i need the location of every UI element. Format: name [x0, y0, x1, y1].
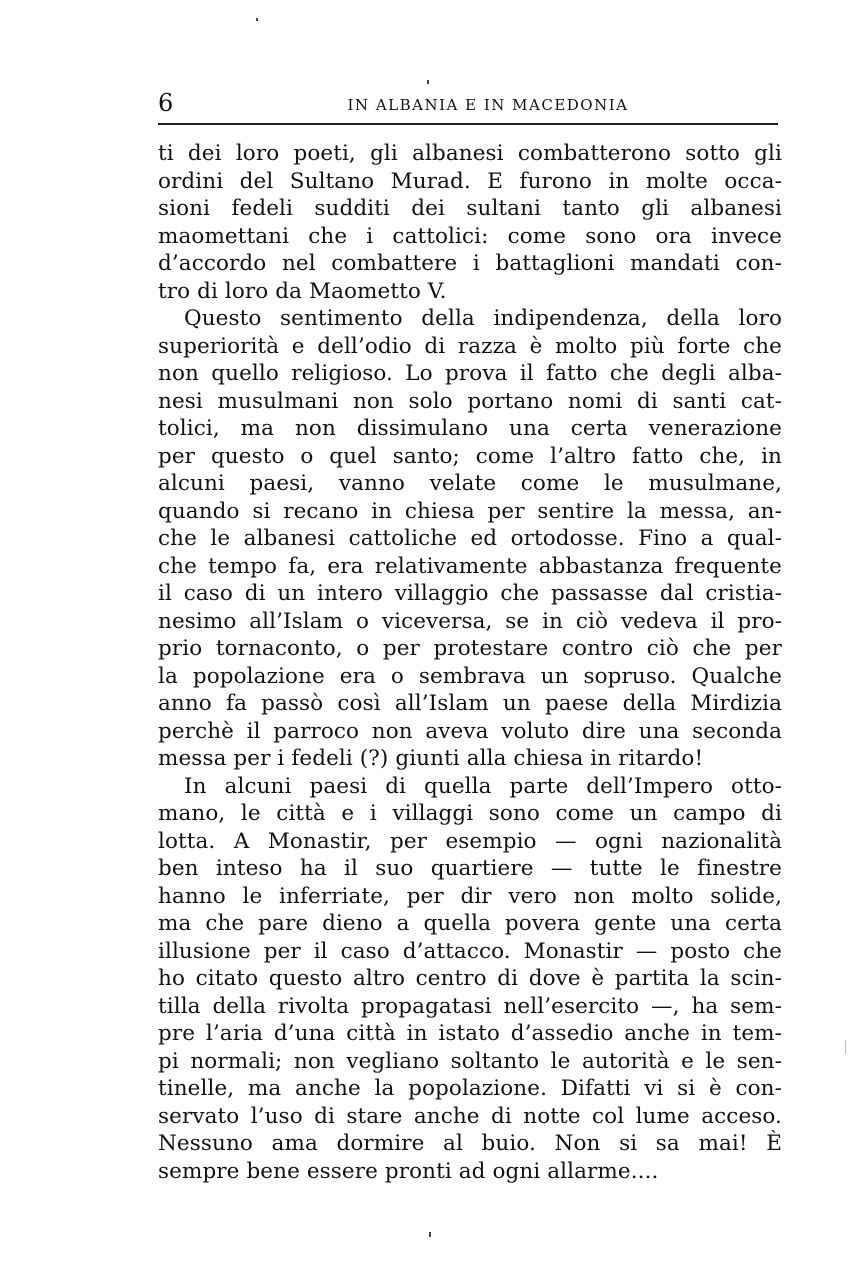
text-line: alcuni paesi, vanno velate come le musulmane,	[158, 471, 782, 496]
text-line: sioni fedeli sudditi dei sultani tanto gli albanesi	[158, 196, 782, 221]
text-line: messa per i fedeli (?) giunti alla chiesa in ritardo!	[158, 746, 704, 771]
text-line: anno fa passò così all’Islam un paese della Mirdizia	[158, 691, 782, 716]
paragraph-start-line: In alcuni paesi di quella parte dell’Impero otto-	[184, 773, 782, 799]
text-line: tilla della rivolta propagatasi nell’esercito —, ha sem-	[158, 993, 782, 1019]
text-line: tolici, ma non dissimulano una certa venerazione	[158, 416, 782, 441]
body-text	[158, 140, 782, 1185]
text-line: servato l’uso di stare anche di notte col lume acceso.	[158, 1103, 782, 1129]
text-line: Nessuno ama dormire al buio. Non si sa mai! È	[158, 1131, 782, 1156]
text-line: d’accordo nel combattere i battaglioni mandati con-	[158, 251, 782, 276]
text-line: ti dei loro poeti, gli albanesi combatterono sotto gli	[158, 141, 782, 166]
text-line: ma che pare dieno a quella povera gente una certa	[158, 911, 782, 936]
text-line: la popolazione era o sembrava un sopruso. Qualche	[158, 663, 782, 689]
text-line: ben inteso ha il suo quartiere — tutte le finestre	[158, 856, 782, 881]
running-head: IN ALBANIA E IN MACEDONIA	[347, 96, 629, 114]
text-line: quando si recano in chiesa per sentire la messa, an-	[158, 498, 782, 524]
scan-speck	[845, 1040, 846, 1054]
page-number: 6	[158, 89, 174, 117]
text-line: mano, le città e i villaggi sono come un campo di	[158, 801, 782, 826]
text-line: lotta. A Monastir, per esempio — ogni nazionalità	[158, 828, 782, 854]
text-line: che tempo fa, era relativamente abbastanza frequente	[158, 553, 782, 579]
text-line: che le albanesi cattoliche ed ortodosse. Fino a qual-	[158, 526, 782, 551]
text-line: nesi musulmani non solo portano nomi di santi cat-	[158, 388, 782, 414]
text-line: superiorità e dell’odio di razza è molto più forte che	[158, 333, 782, 359]
text-line: ordini del Sultano Murad. E furono in molte occa-	[158, 168, 782, 194]
text-line: prio tornaconto, o per protestare contro ciò che per	[158, 636, 782, 661]
text-line: perchè il parroco non aveva voluto dire una seconda	[158, 718, 782, 744]
text-line: pi normali; non vegliano soltanto le autorità e le sen-	[158, 1048, 782, 1074]
text-line: tinelle, ma anche la popolazione. Difatti vi si è con-	[158, 1076, 782, 1101]
text-line: sempre bene essere pronti ad ogni allarme....	[158, 1158, 659, 1184]
page-header	[158, 88, 778, 118]
text-line: per questo o quel santo; come l’altro fatto che, in	[158, 443, 782, 469]
scan-speck	[256, 18, 258, 21]
header-rule	[158, 123, 778, 125]
scan-speck	[427, 80, 429, 84]
text-line: il caso di un intero villaggio che passasse dal cristia-	[158, 581, 782, 606]
text-line: pre l’aria d’una città in istato d’assedio anche in tem-	[158, 1021, 782, 1046]
text-line: non quello religioso. Lo prova il fatto che degli alba-	[158, 361, 782, 386]
scan-speck	[429, 1232, 431, 1237]
text-line: illusione per il caso d’attacco. Monastir — posto che	[158, 938, 782, 964]
paragraph-start-line: Questo sentimento della indipendenza, della loro	[184, 306, 782, 331]
text-line: maomettani che i cattolici: come sono ora invece	[158, 223, 782, 249]
text-line: tro di loro da Maometto V.	[158, 278, 447, 304]
text-line: nesimo all’Islam o viceversa, se in ciò vedeva il pro-	[158, 608, 782, 634]
text-line: ho citato questo altro centro di dove è partita la scin-	[158, 966, 782, 991]
text-line: hanno le inferriate, per dir vero non molto solide,	[158, 883, 782, 909]
